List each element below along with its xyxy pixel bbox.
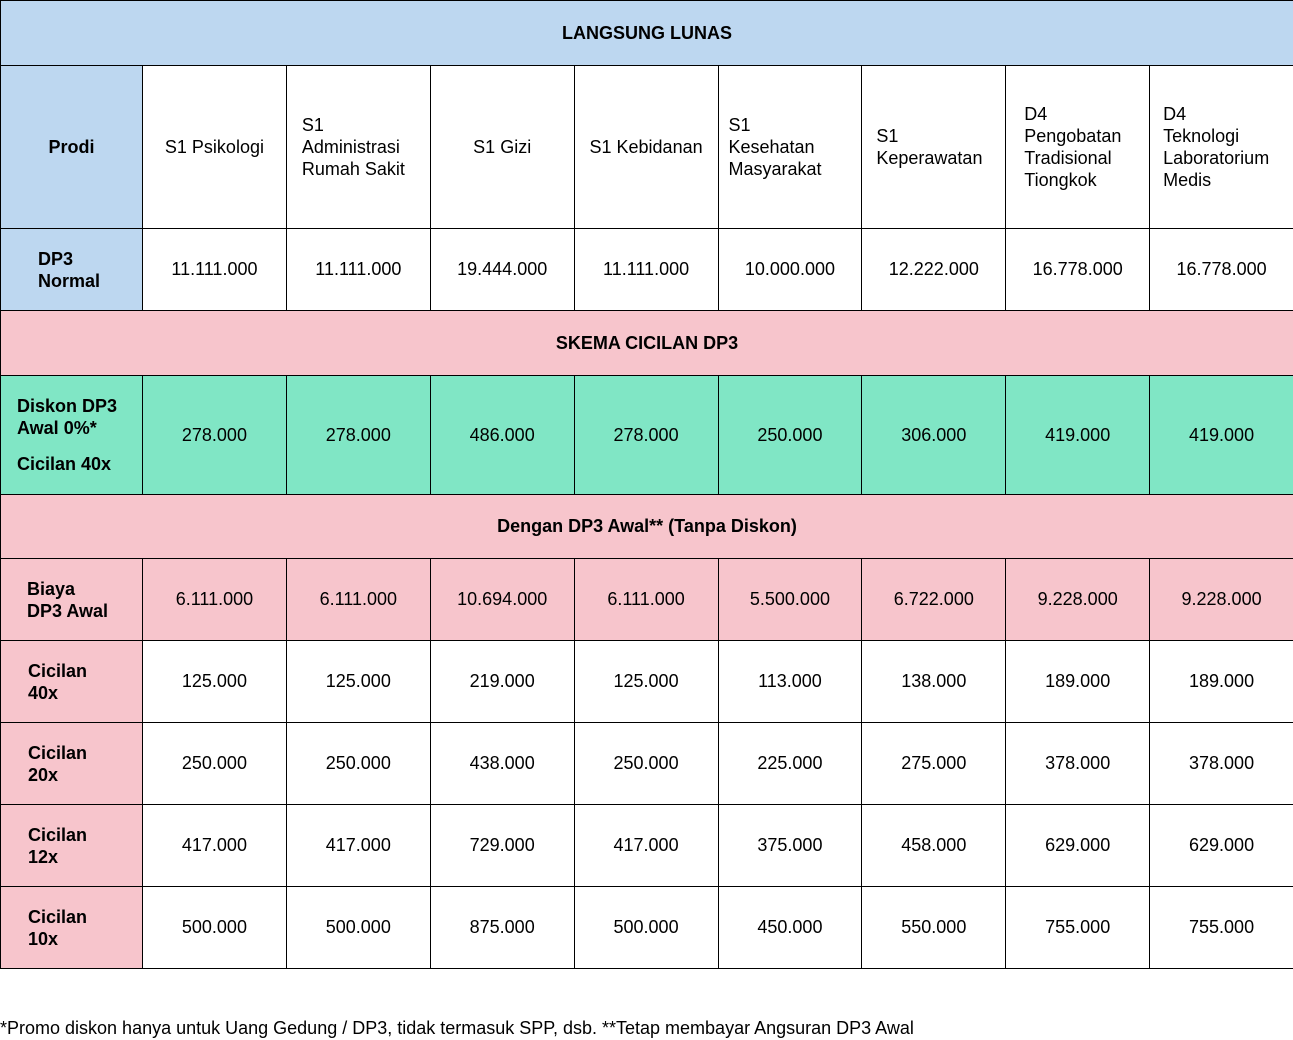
section-row-awal xyxy=(1,495,1293,559)
value-cell: 9.228.000 xyxy=(1150,559,1293,641)
section-title-lunas: LANGSUNG LUNAS xyxy=(1,1,1293,66)
value-cell: 450.000 xyxy=(718,887,862,969)
value-cell: 219.000 xyxy=(430,641,574,723)
row-label-line: Cicilan xyxy=(28,660,88,681)
prodi-line: Teknologi xyxy=(1163,126,1240,146)
prodi-line: S1 Psikologi xyxy=(164,137,264,157)
value-cell: 438.000 xyxy=(430,723,574,805)
prodi-line: Administrasi xyxy=(301,137,400,157)
row-label-biaya-awal xyxy=(1,559,143,641)
value-cell: 10.000.000 xyxy=(718,229,862,311)
prodi-header: Prodi xyxy=(1,66,143,229)
prodi-cell xyxy=(862,66,1006,229)
row-label-line: 20x xyxy=(28,764,59,785)
value-cell: 11.111.000 xyxy=(286,229,430,311)
row-label-line: Cicilan 40x xyxy=(17,454,112,474)
value-cell: 189.000 xyxy=(1006,641,1150,723)
value-cell: 375.000 xyxy=(718,805,862,887)
row-label-cicilan xyxy=(1,887,143,969)
section-row-lunas xyxy=(1,1,1293,66)
prodi-row xyxy=(1,66,1293,229)
prodi-cell xyxy=(574,66,718,229)
value-cell: 250.000 xyxy=(143,723,287,805)
row-label-line: Cicilan xyxy=(28,742,88,763)
value-cell: 10.694.000 xyxy=(430,559,574,641)
prodi-cell xyxy=(143,66,287,229)
value-cell: 11.111.000 xyxy=(574,229,718,311)
value-cell: 729.000 xyxy=(430,805,574,887)
value-cell: 250.000 xyxy=(718,376,862,495)
value-cell: 250.000 xyxy=(574,723,718,805)
value-cell: 378.000 xyxy=(1150,723,1293,805)
biaya-awal-row xyxy=(1,559,1293,641)
value-cell: 6.111.000 xyxy=(143,559,287,641)
value-cell: 138.000 xyxy=(862,641,1006,723)
value-cell: 16.778.000 xyxy=(1150,229,1293,311)
prodi-line: S1 xyxy=(728,115,751,135)
value-cell: 500.000 xyxy=(574,887,718,969)
prodi-cell xyxy=(1150,66,1293,229)
prodi-line: S1 Gizi xyxy=(473,137,532,157)
value-cell: 500.000 xyxy=(143,887,287,969)
value-cell: 486.000 xyxy=(430,376,574,495)
prodi-cell xyxy=(718,66,862,229)
value-cell: 6.111.000 xyxy=(286,559,430,641)
value-cell: 278.000 xyxy=(143,376,287,495)
cicilan-row xyxy=(1,723,1293,805)
value-cell: 278.000 xyxy=(574,376,718,495)
row-label-line: Cicilan xyxy=(28,906,88,927)
section-title-cicilan: SKEMA CICILAN DP3 xyxy=(1,311,1293,376)
row-label-line: Biaya xyxy=(27,578,76,599)
value-cell: 500.000 xyxy=(286,887,430,969)
row-label-line: Awal 0%* xyxy=(17,418,97,438)
prodi-line: Medis xyxy=(1163,170,1212,190)
value-cell: 113.000 xyxy=(718,641,862,723)
row-label-cicilan xyxy=(1,723,143,805)
prodi-line: Kesehatan xyxy=(728,137,815,157)
value-cell: 125.000 xyxy=(286,641,430,723)
value-cell: 250.000 xyxy=(286,723,430,805)
section-title-awal: Dengan DP3 Awal** (Tanpa Diskon) xyxy=(1,495,1293,559)
prodi-line: Keperawatan xyxy=(876,148,983,168)
value-cell: 417.000 xyxy=(574,805,718,887)
value-cell: 5.500.000 xyxy=(718,559,862,641)
value-cell: 417.000 xyxy=(143,805,287,887)
prodi-line: Masyarakat xyxy=(728,159,822,179)
value-cell: 629.000 xyxy=(1150,805,1293,887)
section-row-cicilan xyxy=(1,311,1293,376)
row-label-line: Diskon DP3 xyxy=(17,396,118,416)
value-cell: 125.000 xyxy=(574,641,718,723)
prodi-line: Rumah Sakit xyxy=(301,159,405,179)
value-cell: 378.000 xyxy=(1006,723,1150,805)
value-cell: 755.000 xyxy=(1150,887,1293,969)
value-cell: 11.111.000 xyxy=(143,229,287,311)
row-label-line: Normal xyxy=(38,270,101,291)
value-cell: 6.722.000 xyxy=(862,559,1006,641)
prodi-line: Pengobatan xyxy=(1024,126,1122,146)
value-cell: 125.000 xyxy=(143,641,287,723)
prodi-cell xyxy=(286,66,430,229)
value-cell: 9.228.000 xyxy=(1006,559,1150,641)
dp3-normal-row xyxy=(1,229,1293,311)
row-label-cicilan xyxy=(1,805,143,887)
prodi-line: S1 Kebidanan xyxy=(589,137,703,157)
value-cell: 458.000 xyxy=(862,805,1006,887)
value-cell: 275.000 xyxy=(862,723,1006,805)
row-label-cicilan xyxy=(1,641,143,723)
value-cell: 225.000 xyxy=(718,723,862,805)
value-cell: 19.444.000 xyxy=(430,229,574,311)
row-label-line: Cicilan xyxy=(28,824,88,845)
value-cell: 6.111.000 xyxy=(574,559,718,641)
diskon-row xyxy=(1,376,1293,495)
value-cell: 550.000 xyxy=(862,887,1006,969)
prodi-cell xyxy=(430,66,574,229)
row-label-line: 12x xyxy=(28,846,59,867)
cicilan-row xyxy=(1,887,1293,969)
value-cell: 629.000 xyxy=(1006,805,1150,887)
value-cell: 278.000 xyxy=(286,376,430,495)
row-label-diskon xyxy=(1,376,143,495)
value-cell: 875.000 xyxy=(430,887,574,969)
value-cell: 419.000 xyxy=(1006,376,1150,495)
value-cell: 306.000 xyxy=(862,376,1006,495)
row-label-line: DP3 Awal xyxy=(27,600,109,621)
prodi-line: Laboratorium xyxy=(1163,148,1270,168)
prodi-line: Tradisional xyxy=(1024,148,1112,168)
value-cell: 12.222.000 xyxy=(862,229,1006,311)
value-cell: 419.000 xyxy=(1150,376,1293,495)
value-cell: 417.000 xyxy=(286,805,430,887)
value-cell: 16.778.000 xyxy=(1006,229,1150,311)
footnote: *Promo diskon hanya untuk Uang Gedung / DP3, tidak termasuk SPP, dsb. **Tetap membayar Angsuran DP3 Awal xyxy=(0,1018,914,1038)
value-cell: 755.000 xyxy=(1006,887,1150,969)
prodi-cell xyxy=(1006,66,1150,229)
row-label-line: DP3 xyxy=(38,248,74,269)
prodi-line: D4 xyxy=(1024,104,1048,124)
prodi-line: S1 xyxy=(876,126,899,146)
row-label-line: 40x xyxy=(28,682,59,703)
prodi-line: S1 xyxy=(301,115,324,135)
prodi-line: D4 xyxy=(1163,104,1187,124)
row-label-line: 10x xyxy=(28,928,59,949)
cicilan-row xyxy=(1,641,1293,723)
value-cell: 189.000 xyxy=(1150,641,1293,723)
row-label-dp3-normal xyxy=(1,229,143,311)
cicilan-row xyxy=(1,805,1293,887)
prodi-line: Tiongkok xyxy=(1024,170,1097,190)
